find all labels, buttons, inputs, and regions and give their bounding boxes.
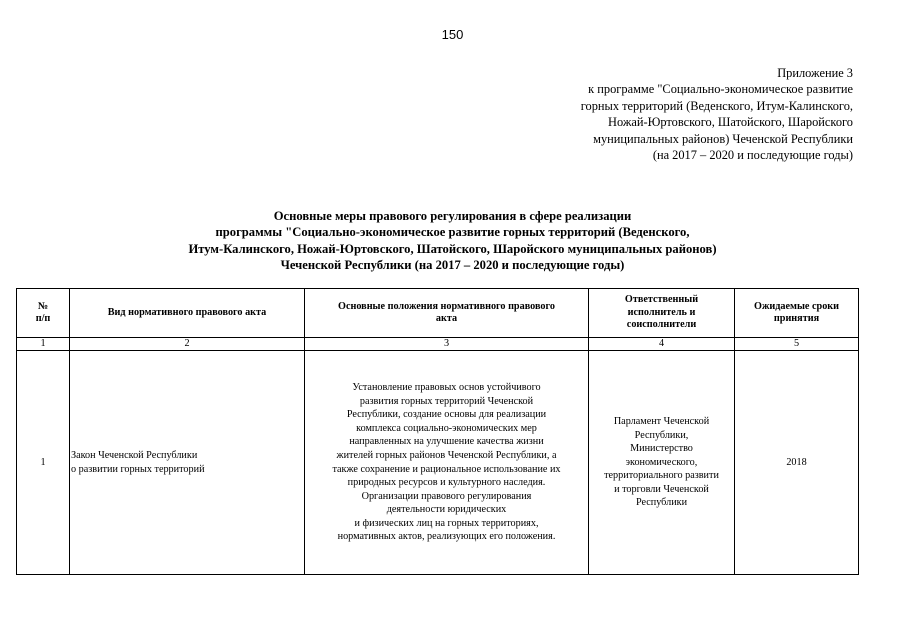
cell-line: развития горных территорий Чеченской [359,395,534,407]
header-line: Вид нормативного правового акта [107,306,267,318]
cell-line: Парламент Чеченской [613,415,710,427]
cell-line: деятельности юридических [386,504,507,516]
row-provisions [305,351,589,575]
column-number: 2 [70,338,305,351]
header-num [17,289,70,338]
cell-line: жителей горных районов Чеченской Республики, а [336,449,557,461]
cell-line: о развитии горных территорий [71,463,205,475]
cell-line: комплекса социально-экономических мер [356,422,537,434]
cell-line: Республики [635,497,688,509]
cell-line: Республики, создание основы для реализации [346,409,547,421]
cell-line: нормативных актов, реализующих его положения. [337,531,556,543]
legal-measures-table [16,288,859,575]
title-line: Чеченской Республики (на 2017 – 2020 и последующие годы) [280,258,625,273]
cell-line: и физических лиц на горных территориях, [354,517,539,529]
page-number: 150 [441,27,464,42]
header-line: Ожидаемые сроки [753,300,840,312]
appendix-line: Приложение 3 [777,66,853,80]
appendix-line: к программе "Социально-экономическое развитие [588,82,853,97]
header-line: № [37,300,49,312]
column-number: 1 [17,338,70,351]
title-line: Основные меры правового регулирования в сфере реализации [273,209,632,223]
cell-line: Республики, [634,429,689,441]
header-deadline [735,289,859,338]
appendix-line: (на 2017 – 2020 и последующие годы) [652,148,853,163]
appendix-note [493,65,853,163]
cell-line: также сохранение и рациональное использование их [332,463,561,475]
header-line: соисполнители [626,319,697,331]
cell-line: природных ресурсов и культурного наследия. [347,477,546,489]
column-number-row [17,338,859,351]
header-line: Ответственный [624,294,699,306]
document-title [0,208,905,274]
appendix-line: Ножай-Юртовского, Шатойского, Шаройского [608,115,853,130]
cell-line: Закон Чеченской Республики [71,449,198,461]
appendix-line: горных территорий (Веденского, Итум-Калинского, [580,98,853,113]
cell-line: направленных на улучшение качества жизни [349,436,544,448]
column-number: 4 [589,338,735,351]
row-num: 1 [17,351,70,575]
header-line: принятия [773,313,820,324]
header-provisions [305,289,589,338]
cell-line: Организации правового регулирования [361,490,532,502]
table-row [17,351,859,575]
cell-line: Установление правовых основ устойчивого [352,381,541,393]
column-number: 5 [735,338,859,351]
cell-line: экономического, [625,456,698,468]
title-line: Итум-Калинского, Ножай-Юртовского, Шатойского, Шаройского муниципальных районов) [188,241,717,256]
row-act-type [70,351,305,575]
header-line: акта [435,313,458,324]
title-line: программы "Социально-экономическое развитие горных территорий (Веденского, [215,225,690,240]
appendix-line: муниципальных районов) Чеченской Республики [593,131,853,146]
header-line: исполнитель и [627,306,696,318]
header-responsible [589,289,735,338]
cell-line: и торговли Чеченской [614,483,709,495]
row-deadline: 2018 [735,351,859,575]
header-line: п/п [35,313,51,324]
header-act-type [70,289,305,338]
table-header-row [17,289,859,338]
cell-line: территориального развити [604,470,719,482]
column-number: 3 [305,338,589,351]
header-line: Основные положения нормативного правового [338,300,555,312]
cell-line: Министерство [630,443,693,455]
row-responsible [589,351,735,575]
